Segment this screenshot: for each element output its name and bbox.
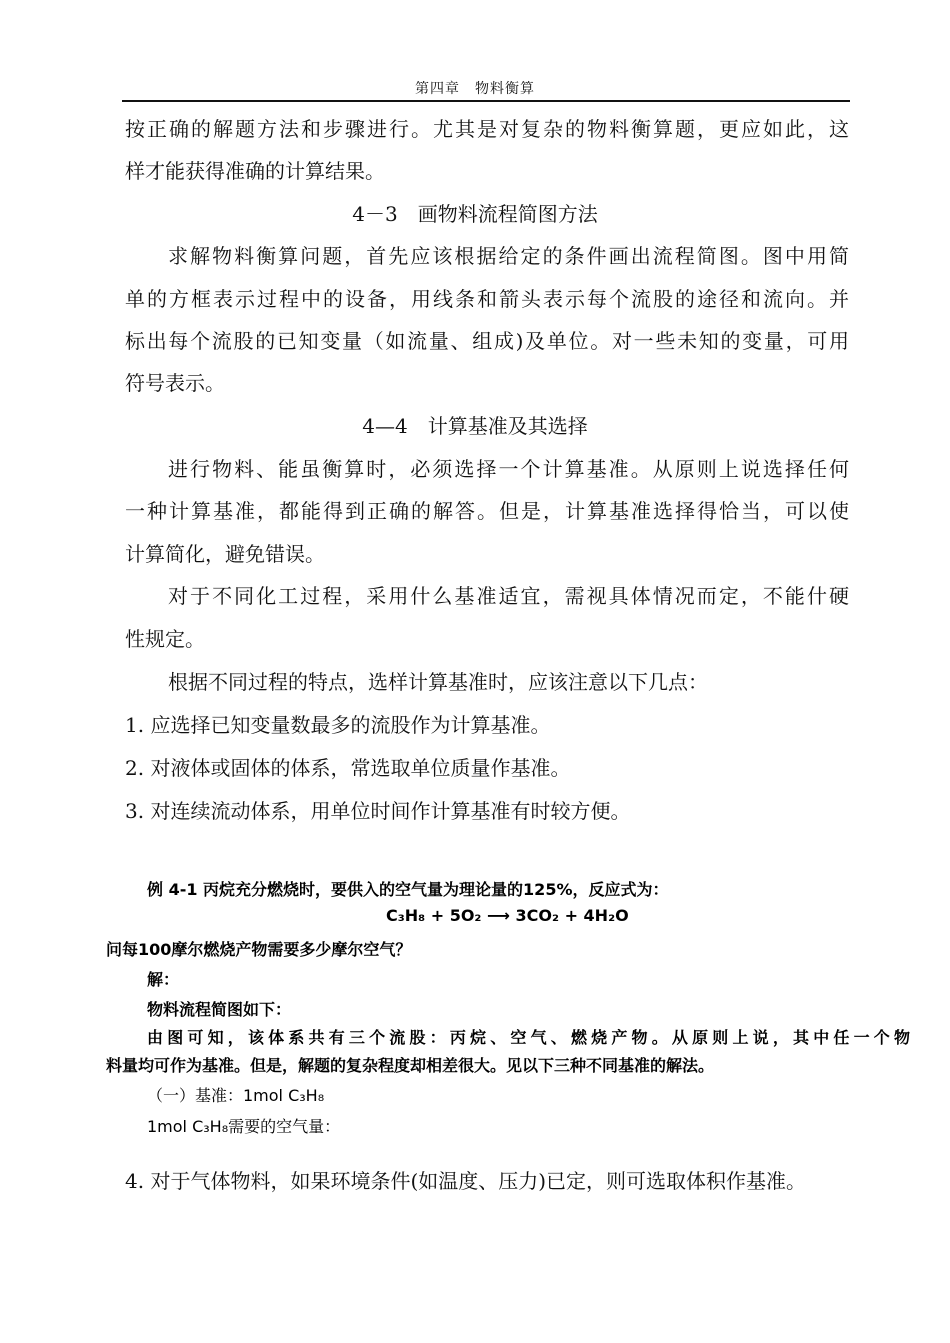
paragraph-line: 单的方框表示过程中的设备，用线条和箭头表示每个流股的途径和流向。并	[125, 287, 849, 311]
section-heading-4-4: 4—4 计算基准及其选择	[362, 414, 588, 438]
paragraph-line: 求解物料衡算问题，首先应该根据给定的条件画出流程简图。图中用简	[168, 244, 849, 268]
list-item-2: 2. 对液体或固体的体系，常选取单位质量作基准。	[125, 756, 571, 780]
header-rule	[122, 100, 850, 102]
paragraph-line: 符号表示。	[125, 371, 225, 395]
list-item-4: 4. 对于气体物料，如果环境条件(如温度、压力)已定，则可选取体积作基准。	[125, 1169, 807, 1193]
example-analysis-line: 料量均可作为基准。但是，解题的复杂程度却相差很大。见以下三种不同基准的解法。	[106, 1056, 715, 1075]
paragraph-line: 性规定。	[125, 627, 205, 651]
running-header: 第四章 物料衡算	[415, 81, 535, 97]
reaction-equation: C₃H₈ + 5O₂ ⟶ 3CO₂ + 4H₂O	[386, 906, 629, 925]
air-requirement-label: 1mol C₃H₈需要的空气量：	[147, 1117, 341, 1136]
example-analysis-line: 由图可知，该体系共有三个流股：丙烷、空气、燃烧产物。从原则上说，其中任一个物	[147, 1028, 910, 1047]
paragraph-line: 对于不同化工过程，采用什么基准适宜，需视具体情况而定，不能什硬	[168, 584, 849, 608]
list-item-1: 1. 应选择已知变量数最多的流股作为计算基准。	[125, 713, 551, 737]
example-question: 问每100摩尔燃烧产物需要多少摩尔空气？	[106, 940, 412, 959]
basis-heading: （一）基准：1mol C₃H₈	[147, 1086, 325, 1105]
paragraph-line: 根据不同过程的特点，选样计算基准时，应该注意以下几点：	[168, 670, 708, 694]
list-item-3: 3. 对连续流动体系，用单位时间作计算基准有时较方便。	[125, 799, 631, 823]
flow-diagram-label: 物料流程简图如下：	[147, 1000, 292, 1019]
paragraph-line: 样才能获得准确的计算结果。	[125, 159, 385, 183]
paragraph-line: 计算简化，避免错误。	[125, 542, 325, 566]
paragraph-line: 一种计算基准，都能得到正确的解答。但是，计算基准选择得恰当，可以使	[125, 499, 849, 523]
paragraph-line: 标出每个流股的已知变量（如流量、组成)及单位。对一些未知的变量，可用	[125, 329, 849, 353]
section-heading-4-3: 4－3 画物料流程简图方法	[352, 202, 598, 226]
paragraph-line: 进行物料、能虽衡算时，必须选择一个计算基准。从原则上说选择任何	[168, 457, 849, 481]
solution-label: 解：	[147, 970, 180, 989]
example-title: 例 4-1 丙烷充分燃烧时，要供入的空气量为理论量的125%，反应式为：	[147, 880, 669, 899]
paragraph-line: 按正确的解题方法和步骤进行。尤其是对复杂的物料衡算题，更应如此，这	[125, 117, 849, 141]
